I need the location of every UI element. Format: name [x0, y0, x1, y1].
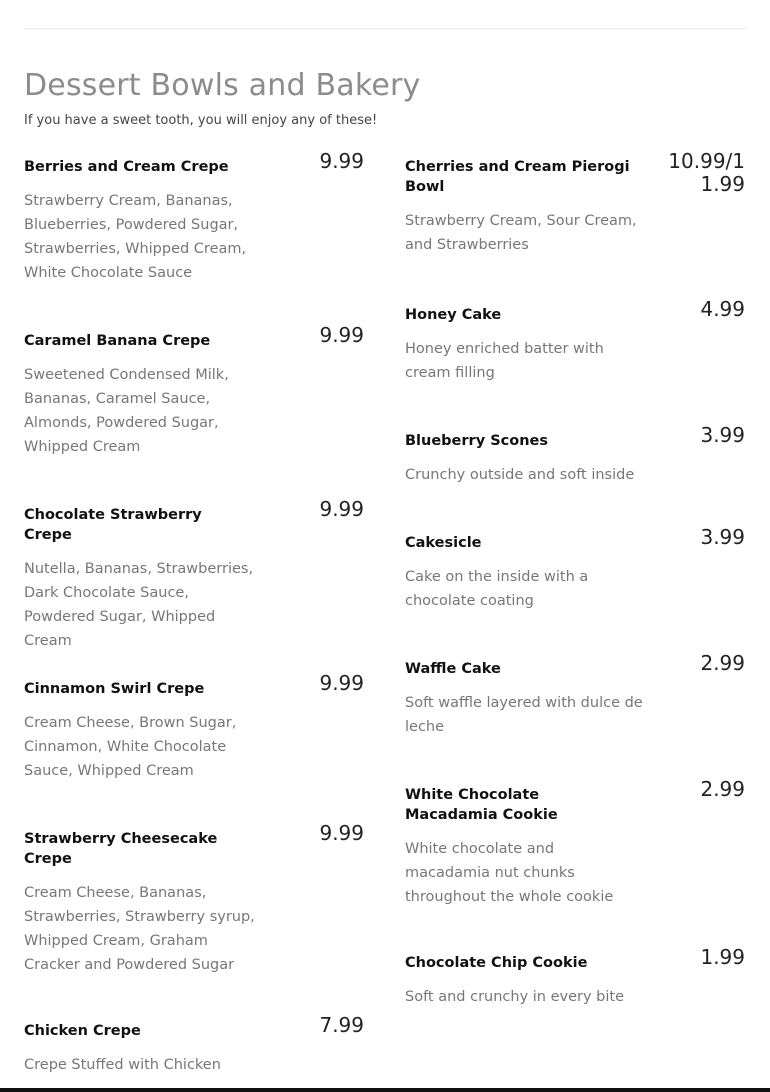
- menu-item-name: Berries and Cream Crepe: [24, 159, 229, 175]
- menu-item: [405, 149, 747, 257]
- menu-item-name: Cherries and Cream Pierogi Bowl: [405, 159, 630, 195]
- menu-item: [405, 525, 747, 613]
- menu-item-name: Strawberry Cheesecake Crepe: [24, 831, 218, 867]
- menu-item-name: Honey Cake: [405, 307, 502, 323]
- menu-item-description: Cake on the inside with a chocolate coating: [405, 569, 589, 609]
- menu-item: [24, 671, 366, 783]
- menu-item-description: Crepe Stuffed with Chicken: [24, 1057, 221, 1073]
- menu-item-name: Chicken Crepe: [24, 1023, 141, 1039]
- top-divider: [24, 28, 746, 29]
- menu-item-price: 7.99: [319, 1013, 364, 1037]
- menu-item-name: Caramel Banana Crepe: [24, 333, 211, 349]
- menu-item-price: 4.99: [700, 297, 745, 321]
- menu-item-name: Cakesicle: [405, 535, 482, 551]
- menu-item-price: 9.99: [319, 149, 364, 173]
- menu-item-description: Strawberry Cream, Bananas, Blueberries, Powdered Sugar, Strawberries, Whipped Cream, White Chocolate Sauce: [24, 193, 247, 281]
- menu-item-description: Cream Cheese, Brown Sugar, Cinnamon, White Chocolate Sauce, Whipped Cream: [24, 715, 237, 779]
- menu-item-description: Cream Cheese, Bananas, Strawberries, Strawberry syrup, Whipped Cream, Graham Cracker and Powdered Sugar: [24, 885, 255, 973]
- menu-item: [405, 651, 747, 739]
- menu-item-price: 9.99: [319, 671, 364, 695]
- menu-item: [24, 1013, 366, 1077]
- menu-item-description: Crunchy outside and soft inside: [405, 467, 635, 483]
- menu-item-price: 2.99: [700, 651, 745, 675]
- menu-item-name: Chocolate Chip Cookie: [405, 955, 588, 971]
- section-title: Dessert Bowls and Bakery: [24, 68, 421, 103]
- menu-item-name: Waffle Cake: [405, 661, 501, 677]
- menu-item-price: 10.99/11.99: [668, 149, 745, 196]
- menu-item-name: White Chocolate Macadamia Cookie: [405, 787, 558, 823]
- menu-item: [24, 323, 366, 459]
- menu-item-description: Honey enriched batter with cream filling: [405, 341, 604, 381]
- menu-item: [405, 423, 747, 487]
- bottom-edge-bar: [0, 1088, 770, 1092]
- menu-item-description: White chocolate and macadamia nut chunks throughout the whole cookie: [405, 841, 614, 905]
- menu-item-price: 9.99: [319, 821, 364, 845]
- menu-item-description: Sweetened Condensed Milk, Bananas, Caramel Sauce, Almonds, Powdered Sugar, Whipped Cream: [24, 367, 229, 455]
- menu-item: [405, 945, 747, 1009]
- menu-item-price: 3.99: [700, 423, 745, 447]
- menu-item-description: Nutella, Bananas, Strawberries, Dark Chocolate Sauce, Powdered Sugar, Whipped Cream: [24, 561, 254, 649]
- menu-item: [24, 497, 366, 653]
- menu-item-price: 3.99: [700, 525, 745, 549]
- menu-item: [24, 149, 366, 285]
- menu-item-description: Strawberry Cream, Sour Cream, and Strawberries: [405, 213, 637, 253]
- menu-item: [405, 297, 747, 385]
- menu-item-price: 9.99: [319, 497, 364, 521]
- menu-item-description: Soft and crunchy in every bite: [405, 989, 625, 1005]
- menu-item-name: Cinnamon Swirl Crepe: [24, 681, 205, 697]
- menu-item: [405, 777, 747, 909]
- menu-item-price: 1.99: [700, 945, 745, 969]
- menu-item-name: Blueberry Scones: [405, 433, 548, 449]
- menu-item-name: Chocolate Strawberry Crepe: [24, 507, 202, 543]
- menu-item: [24, 821, 366, 977]
- menu-item-description: Soft waffle layered with dulce de leche: [405, 695, 643, 735]
- menu-item-price: 9.99: [319, 323, 364, 347]
- menu-item-price: 2.99: [700, 777, 745, 801]
- section-subtitle: If you have a sweet tooth, you will enjoy any of these!: [24, 113, 378, 128]
